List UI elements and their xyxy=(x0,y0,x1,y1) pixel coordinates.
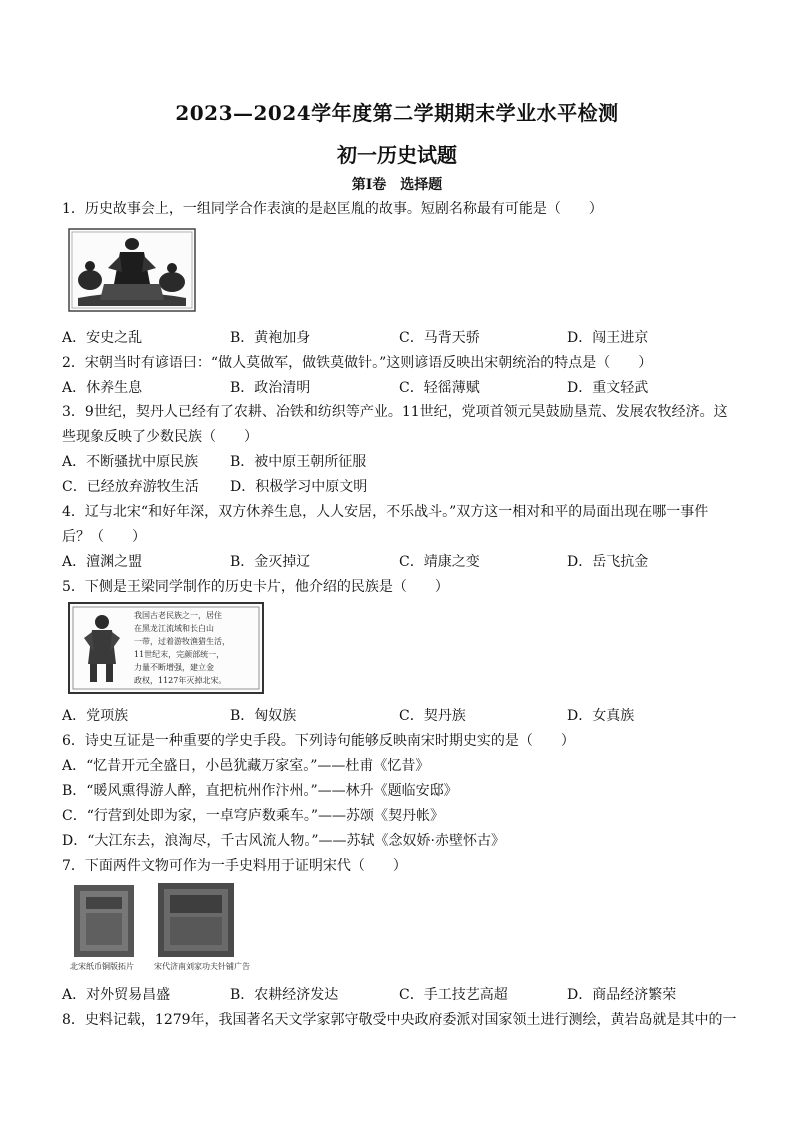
question-8-stem: 8．史料记载，1279年，我国著名天文学家郭守敬受中央政府委派对国家领土进行测绘，黄岩岛就是其中的一 xyxy=(62,1012,737,1028)
artifact-caption-right: 宋代济南刘家功夫针铺广告 xyxy=(154,962,250,971)
question-7-option-d: D．商品经济繁荣 xyxy=(567,987,677,1003)
history-card-line-6: 政权，1127年灭掉北宋。 xyxy=(134,676,227,685)
question-2-option-d: D．重文轻武 xyxy=(567,380,649,396)
question-1-option-b: B．黄袍加身 xyxy=(230,330,311,346)
artifact-images xyxy=(66,881,256,973)
artifacts-graphic xyxy=(66,881,256,973)
question-6-option-d: D．“大江东去，浪淘尽，千古风流人物。”——苏轼《念奴娇·赤壁怀古》 xyxy=(62,833,505,849)
history-card-line-1: 我国古老民族之一，居住 xyxy=(134,611,222,620)
question-7-option-a: A．对外贸易昌盛 xyxy=(62,987,171,1003)
question-4-stem-line-1: 4．辽与北宋“和好年深，双方休养生息，人人安居，不乐战斗。”双方这一相对和平的局面出现在哪一事件 xyxy=(62,504,709,520)
question-5-option-d: D．女真族 xyxy=(567,708,635,724)
question-2-stem: 2．宋朝当时有谚语曰：“做人莫做军，做铁莫做针。”这则谚语反映出宋朝统治的特点是（ ） xyxy=(62,355,653,371)
question-7-stem: 7．下面两件文物可作为一手史料用于证明宋代（ ） xyxy=(62,858,407,874)
history-card-line-2: 在黑龙江流域和长白山 xyxy=(134,624,214,633)
question-6-option-a: A．“忆昔开元全盛日，小邑犹藏万家室。”——杜甫《忆昔》 xyxy=(62,758,430,774)
question-3-option-d: D．积极学习中原文明 xyxy=(230,479,368,495)
exam-title: 2023—2024学年度第二学期期末学业水平检测 xyxy=(175,101,619,125)
question-7-option-b: B．农耕经济发达 xyxy=(230,987,339,1003)
question-1-option-a: A．安史之乱 xyxy=(62,330,143,346)
emperor-robe-illustration xyxy=(68,228,196,312)
question-4-option-b: B．金灭掉辽 xyxy=(230,554,311,570)
history-card-line-3: 一带，过着游牧渔猎生活， xyxy=(134,637,230,646)
question-5-option-a: A．党项族 xyxy=(62,708,129,724)
history-card xyxy=(68,602,264,694)
section-title: 第Ⅰ卷 选择题 xyxy=(351,177,443,193)
question-7-option-c: C．手工技艺高超 xyxy=(399,987,508,1003)
question-5-option-b: B．匈奴族 xyxy=(230,708,297,724)
question-2-option-a: A．休养生息 xyxy=(62,380,143,396)
question-4-stem-line-2: 后？（ ） xyxy=(62,529,146,545)
question-4-option-a: A．澶渊之盟 xyxy=(62,554,143,570)
question-2-option-b: B．政治清明 xyxy=(230,380,311,396)
question-3-option-a: A．不断骚扰中原民族 xyxy=(62,454,199,470)
question-3-stem-line-1: 3．9世纪，契丹人已经有了农耕、冶铁和纺织等产业。11世纪，党项首领元昊鼓励垦荒、发展农牧经济。这 xyxy=(62,404,728,420)
question-1-stem: 1．历史故事会上，一组同学合作表演的是赵匡胤的故事。短剧名称最有可能是（ ） xyxy=(62,201,603,217)
question-3-option-c: C．已经放弃游牧生活 xyxy=(62,479,199,495)
question-2-option-c: C．轻徭薄赋 xyxy=(399,380,480,396)
question-6-option-b: B．“暖风熏得游人醉，直把杭州作汴州。”——林升《题临安邸》 xyxy=(62,783,458,799)
question-5-stem: 5．下侧是王梁同学制作的历史卡片，他介绍的民族是（ ） xyxy=(62,579,449,595)
question-1-option-d: D．闯王进京 xyxy=(567,330,649,346)
question-6-option-c: C．“行营到处即为家，一卓穹庐数乘车。”——苏颂《契丹帐》 xyxy=(62,808,445,824)
subject-title: 初一历史试题 xyxy=(337,143,457,167)
question-5-option-c: C．契丹族 xyxy=(399,708,466,724)
question-1-image xyxy=(68,228,196,312)
question-1-option-c: C．马背天骄 xyxy=(399,330,480,346)
history-card-line-4: 11世纪末，完颜部统一， xyxy=(134,650,225,659)
history-card-graphic xyxy=(68,602,264,694)
question-3-option-b: B．被中原王朝所征服 xyxy=(230,454,367,470)
question-4-option-d: D．岳飞抗金 xyxy=(567,554,649,570)
question-6-stem: 6．诗史互证是一种重要的学史手段。下列诗句能够反映南宋时期史实的是（ ） xyxy=(62,733,575,749)
question-4-option-c: C．靖康之变 xyxy=(399,554,480,570)
artifact-caption-left: 北宋纸币铜版拓片 xyxy=(70,962,134,971)
history-card-line-5: 力量不断增强，建立金 xyxy=(134,663,214,672)
question-3-stem-line-2: 些现象反映了少数民族（ ） xyxy=(62,429,258,445)
